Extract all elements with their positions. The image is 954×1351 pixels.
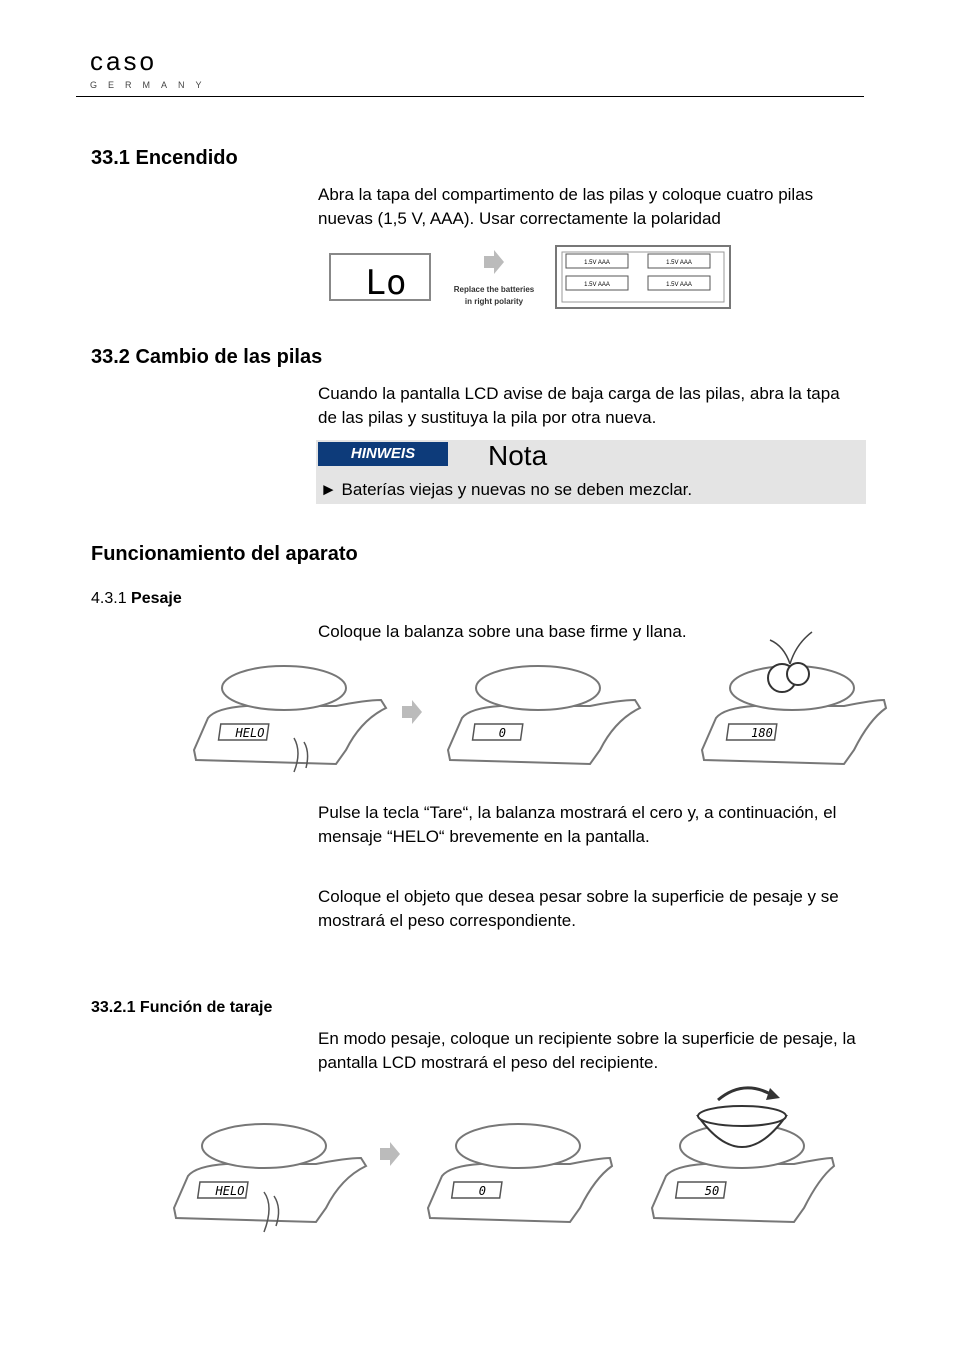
battery-label: 1.5V AAA: [584, 260, 610, 266]
section-heading-funcionamiento: Funcionamiento del aparato: [91, 543, 358, 565]
figure-caption-line-2: in right polarity: [464, 297, 524, 306]
battery-replacement-figure: [326, 244, 736, 314]
scale-illustration-3: [652, 1088, 834, 1222]
tare-steps-figure: [166, 1082, 838, 1242]
figure-caption-line-1: Replace the batteries: [453, 285, 535, 294]
subheading-funcion-taraje: 33.2.1 Función de taraje: [91, 999, 273, 1016]
paragraph-pesaje-3: Coloque el objeto que desea pesar sobre la superficie de pesaje y se mostrará el peso correspondiente.: [318, 887, 839, 930]
fruit-icon: [787, 663, 809, 685]
subheading-number: 4.3.1: [91, 590, 127, 607]
hinweis-badge: HINWEIS: [318, 442, 448, 466]
weighing-plate: [202, 1124, 326, 1168]
scale-illustration-2: [448, 666, 640, 764]
weighing-steps-figure: [186, 630, 891, 790]
note-title: Nota: [488, 440, 548, 471]
scale-display-value: 0: [498, 726, 506, 740]
brand-logo: [90, 46, 213, 90]
scale-display-value: 0: [478, 1184, 486, 1198]
scale-display-value: 50: [704, 1184, 720, 1198]
scale-display-value: HELO: [215, 1184, 245, 1198]
paragraph-cambio-pilas: Cuando la pantalla LCD avise de baja carga de las pilas, abra la tapa de las pilas y sustituya la pila por otra nueva.: [318, 384, 840, 427]
lcd-low-indicator: Lo: [365, 263, 407, 303]
scale-illustration-3: [702, 632, 886, 764]
battery-label: 1.5V AAA: [584, 282, 610, 288]
scale-illustration-2: [428, 1124, 612, 1222]
note-text: ► Baterías viejas y nuevas no se deben mezclar.: [320, 480, 693, 499]
subheading-pesaje: [91, 590, 182, 608]
subheading-title: Pesaje: [131, 590, 182, 607]
weighing-plate: [222, 666, 346, 710]
scale-display: [473, 724, 523, 740]
paragraph-pesaje-1: Coloque la balanza sobre una base firme y llana.: [318, 622, 687, 641]
scale-illustration-1: [194, 666, 386, 772]
scale-display-value: HELO: [235, 726, 265, 740]
arrow-right-icon: [484, 250, 504, 274]
brand-name: caso: [90, 46, 157, 76]
brand-subtitle: GERMANY: [90, 80, 213, 90]
scale-display: [452, 1182, 502, 1198]
arrow-right-icon: [380, 1142, 400, 1166]
scale-display-value: 180: [751, 726, 773, 740]
paragraph-encendido: Abra la tapa del compartimento de las pilas y coloque cuatro pilas nuevas (1,5 V, AAA). Usar correctamente la polaridad: [318, 185, 814, 228]
paragraph-taraje: En modo pesaje, coloque un recipiente sobre la superficie de pesaje, la pantalla LCD mostrará el peso del recipiente.: [318, 1029, 856, 1072]
rotate-arrow-icon: [718, 1088, 774, 1100]
section-heading-cambio-pilas: 33.2 Cambio de las pilas: [91, 346, 323, 368]
weighing-plate: [456, 1124, 580, 1168]
scale-illustration-1: [174, 1124, 366, 1232]
note-box: [316, 440, 866, 504]
arrow-right-icon: [402, 700, 422, 724]
header-divider: [76, 96, 864, 97]
battery-label: 1.5V AAA: [666, 260, 692, 266]
battery-label: 1.5V AAA: [666, 282, 692, 288]
weighing-plate: [476, 666, 600, 710]
section-heading-encendido: 33.1 Encendido: [91, 147, 238, 169]
paragraph-pesaje-2: Pulse la tecla “Tare“, la balanza mostrará el cero y, a continuación, el mensaje “HELO“ brevemente en la pantalla.: [318, 803, 837, 846]
